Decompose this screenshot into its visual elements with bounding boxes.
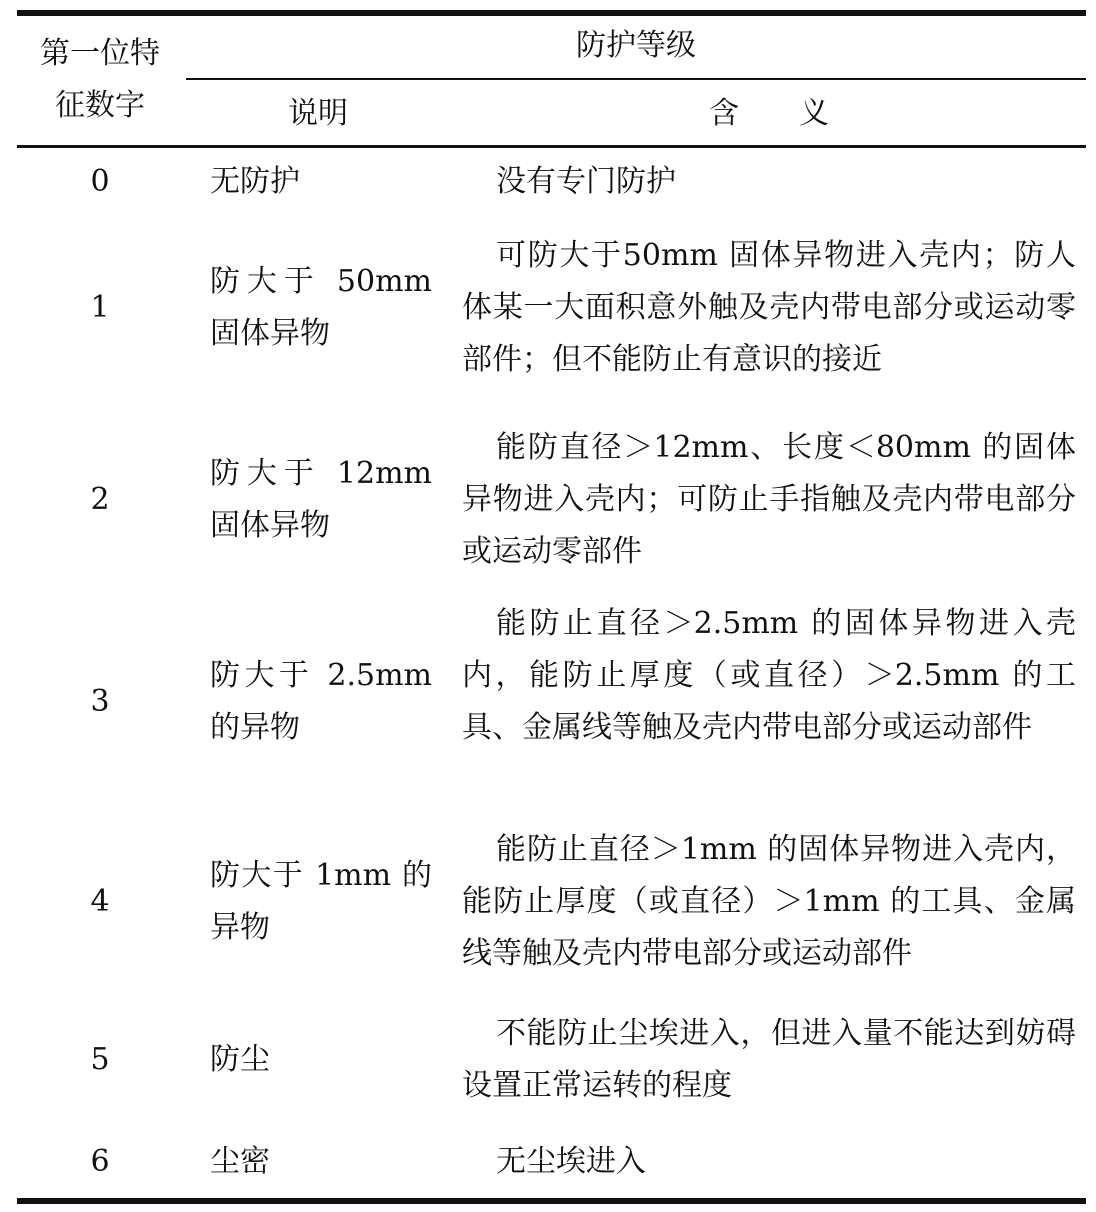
row-4-meaning: 能防止直径＞1mm 的固体异物进入壳内，能防止厚度（或直径）＞1mm 的工具、金属线等触及壳内带电部分或运动部件 xyxy=(462,832,1076,971)
row-2-description: 防大于 12mm 固体异物 xyxy=(210,456,432,543)
row-3-meaning: 能防止直径＞2.5mm 的固体异物进入壳内，能防止厚度（或直径）＞2.5mm 的工具、金属线等触及壳内带电部分或运动部件 xyxy=(462,606,1076,745)
row-6-digit: 6 xyxy=(90,1144,110,1179)
row-0-meaning: 没有专门防护 xyxy=(496,164,676,199)
row-6-meaning: 无尘埃进入 xyxy=(496,1144,646,1179)
header-sub-rule xyxy=(186,78,1086,80)
header-meaning: 含 义 xyxy=(709,96,829,131)
row-2-meaning: 能防直径＞12mm、长度＜80mm 的固体异物进入壳内；可防止手指触及壳内带电部分或运动零部件 xyxy=(462,430,1076,569)
header-bottom-rule xyxy=(17,145,1086,148)
row-3-digit: 3 xyxy=(90,684,110,719)
row-5-digit: 5 xyxy=(90,1042,110,1077)
header-protection-level: 防护等级 xyxy=(576,28,696,63)
row-3-description: 防大于 2.5mm 的异物 xyxy=(210,658,432,745)
header-description: 说明 xyxy=(288,96,348,131)
row-5-description: 防尘 xyxy=(210,1042,270,1077)
table-bottom-rule xyxy=(17,1198,1086,1204)
header-first-digit: 第一位特征数字 xyxy=(40,36,160,123)
row-0-digit: 0 xyxy=(90,164,110,199)
row-4-description: 防大于 1mm 的异物 xyxy=(210,858,432,945)
row-1-description: 防大于 50mm 固体异物 xyxy=(210,264,432,351)
row-2-digit: 2 xyxy=(90,482,110,517)
table-top-rule xyxy=(17,10,1086,16)
row-6-description: 尘密 xyxy=(210,1144,270,1179)
row-5-meaning: 不能防止尘埃进入，但进入量不能达到妨碍设置正常运转的程度 xyxy=(462,1016,1076,1103)
row-1-digit: 1 xyxy=(90,290,110,325)
row-4-digit: 4 xyxy=(90,884,110,919)
row-1-meaning: 可防大于50mm 固体异物进入壳内；防人体某一大面积意外触及壳内带电部分或运动零部件；但不能防止有意识的接近 xyxy=(462,238,1076,377)
row-0-description: 无防护 xyxy=(210,164,300,199)
